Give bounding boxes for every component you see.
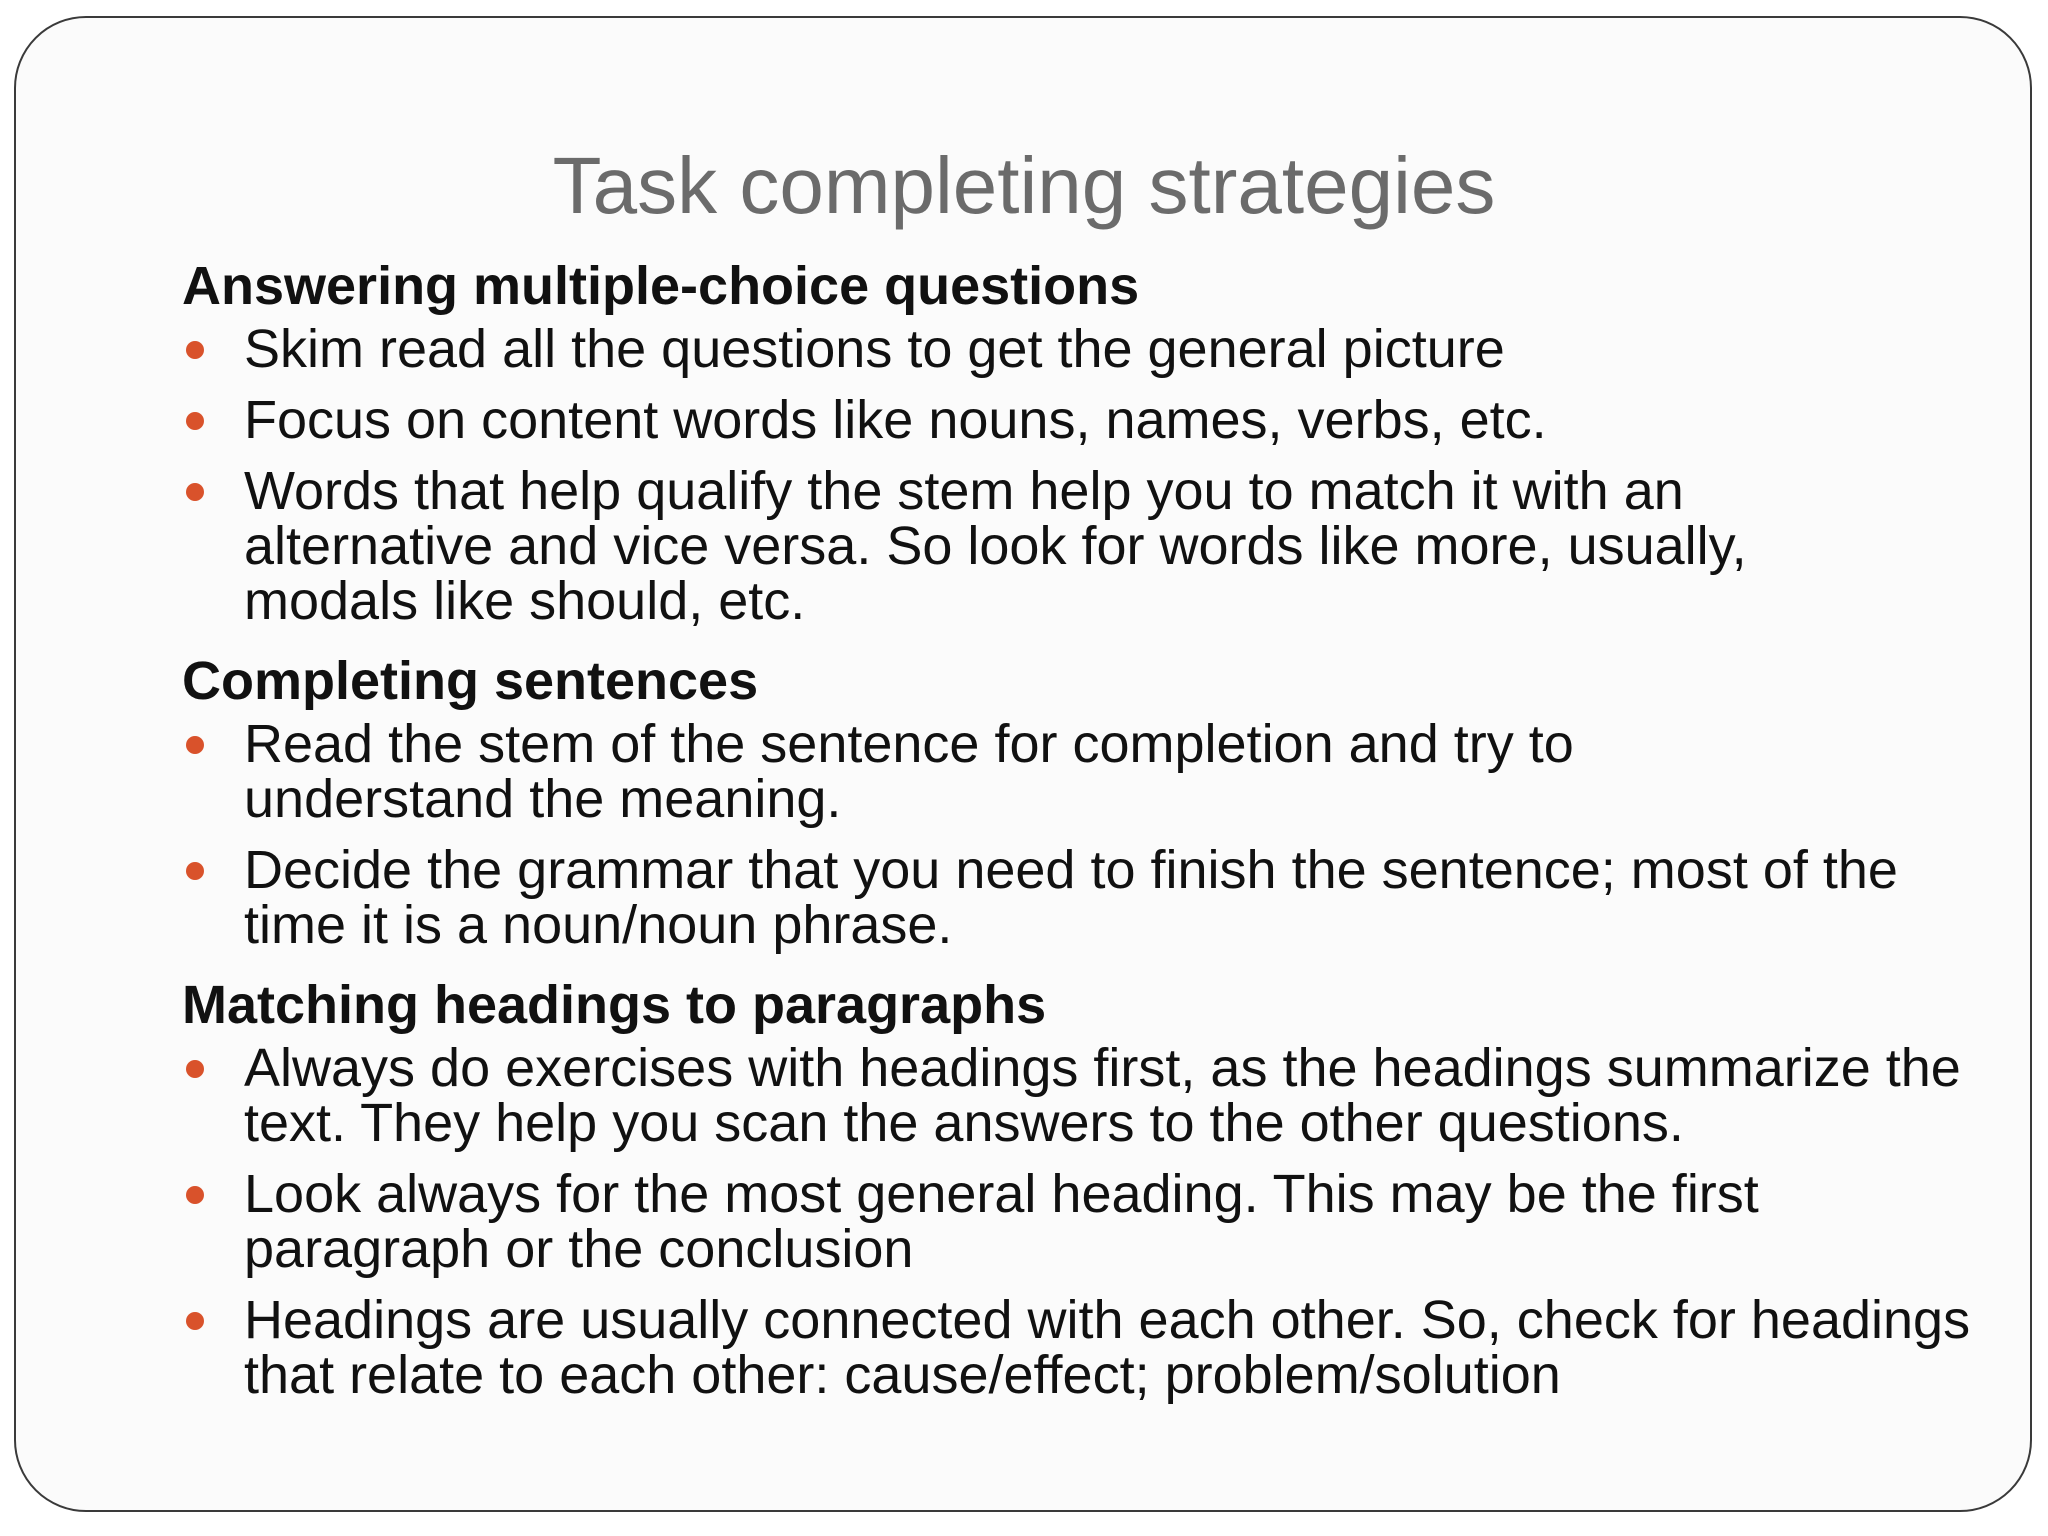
bullet-text: Read the stem of the sentence for completion and try to understand the meaning. [244,714,1574,829]
bullet-dot-icon [186,1186,204,1204]
bullet-dot-icon [186,412,204,430]
bullet-list [182,1038,1971,1405]
slide-content [182,250,1971,1419]
bullet-item [182,840,1984,955]
bullet-dot-icon [186,736,204,754]
bullet-item [182,1290,1984,1405]
bullet-item [182,1038,1984,1153]
bullet-dot-icon [186,1312,204,1330]
section-heading: Answering multiple-choice questions [182,256,1140,316]
bullet-text: Headings are usually connected with each other. So, check for headings that relate to each other: cause/effect; problem/solution [244,1290,1971,1405]
bullet-item [182,714,1824,829]
bullet-dot-icon [186,1060,204,1078]
bullet-text: Decide the grammar that you need to finish the sentence; most of the time it is a noun/noun phrase. [244,840,1898,955]
bullet-item [182,390,1784,450]
section-heading: Matching headings to paragraphs [182,975,1047,1035]
section-completing-sentences [182,645,1922,953]
bullet-list [182,714,1922,955]
bullet-item [182,319,1764,379]
bullet-item [182,461,1934,631]
bullet-text: Focus on content words like nouns, names, verbs, etc. [244,390,1547,450]
bullet-dot-icon [186,862,204,880]
bullet-text: Skim read all the questions to get the general picture [244,319,1505,379]
bullet-dot-icon [186,483,204,501]
bullet-text: Words that help qualify the stem help you to match it with an alternative and vice versa. So look for words like more, usually, modals like should, etc. [244,461,1747,631]
section-heading: Completing sentences [182,651,759,711]
bullet-item [182,1164,1944,1279]
bullet-list [182,319,1922,631]
bullet-text: Look always for the most general heading. This may be the first paragraph or the conclusion [244,1164,1759,1279]
bullet-text: Always do exercises with headings first, as the headings summarize the text. They help you scan the answers to the other questions. [244,1038,1961,1153]
slide-title: Task completing strategies [552,141,1496,230]
bullet-dot-icon [186,341,204,359]
section-multiple-choice [182,250,1922,629]
section-matching-headings [182,969,1971,1405]
